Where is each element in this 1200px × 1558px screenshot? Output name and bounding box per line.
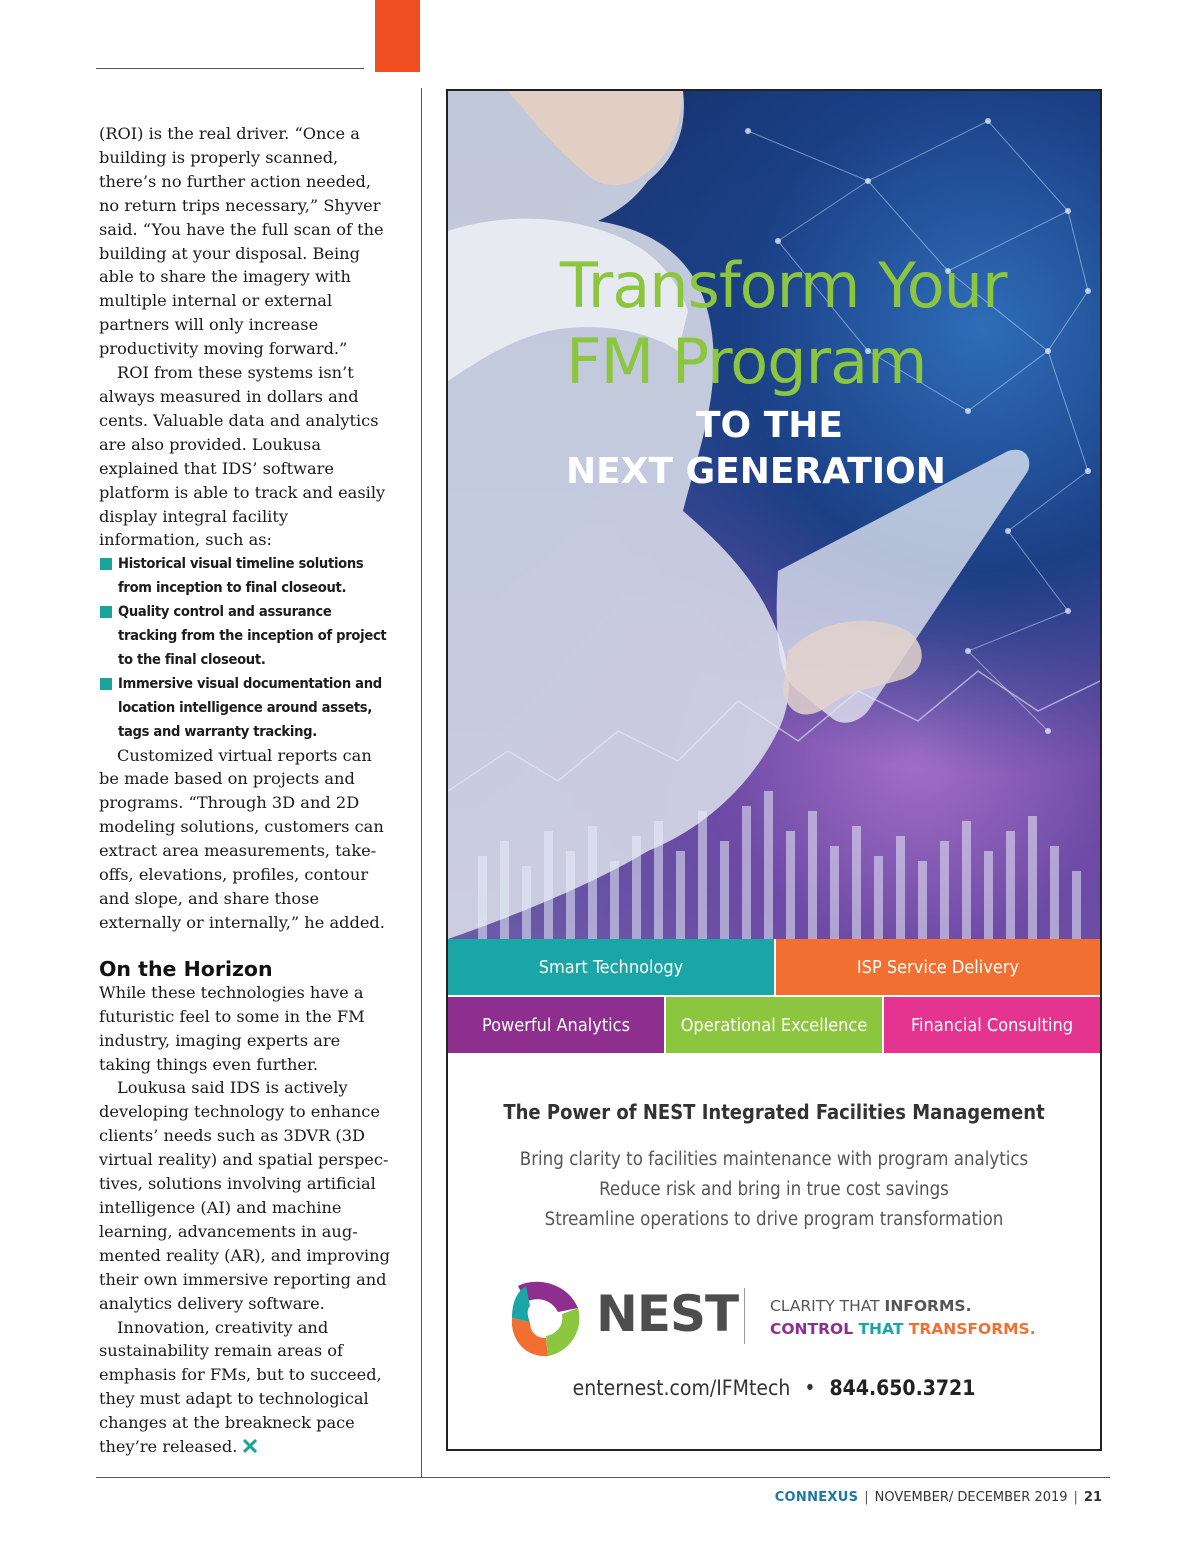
article-paragraph: ROI from these systems isn’t always measured in dollars and cents. Valuable data and analytics are also provided. Loukusa explained that IDS’ software platform is able to track and easily display integral facility information, such as: xyxy=(99,363,386,550)
top-rule xyxy=(96,68,364,69)
hero-illustration xyxy=(448,91,1100,939)
section-subhead: On the Horizon xyxy=(99,956,273,981)
ad-copy-line: Streamline operations to drive program transformation xyxy=(544,1209,1004,1230)
tile-operational-excellence: Operational Excellence xyxy=(666,997,882,1053)
article-paragraph: (ROI) is the real driver. “Once a building is properly scanned, there’s no further action needed, no return trips necessary,” Shyver said. “You have the full scan of the building at your disposal. Being able to share the imagery with multiple internal or external partners will only increase productivity moving forward.” xyxy=(99,124,384,359)
nest-advertisement[interactable] xyxy=(446,89,1102,1451)
magazine-name: CONNEXUS xyxy=(774,1490,859,1505)
article-paragraph: Innovation, creativity and sustainability remain areas of emphasis for FMs, but to succeed, they must adapt to technological changes at the breakneck pace they’re released. xyxy=(99,1317,382,1457)
logo-divider xyxy=(744,1288,745,1344)
article-column xyxy=(99,122,391,1459)
article-paragraph: While these technologies have a futuristic feel to some in the FM industry, imaging experts are taking things even further. xyxy=(99,982,365,1074)
bottom-rule xyxy=(96,1477,1110,1478)
nest-logo-lockup xyxy=(508,1276,1068,1366)
article-paragraph: Customized virtual reports can be made based on projects and programs. “Through 3D and 2D modeling solutions, customers can extract area measurements, take-offs, elevations, profiles, contour and slope, and share those externally or internally,” he added. xyxy=(99,745,385,932)
ad-contact-line xyxy=(448,1373,1100,1403)
tile-powerful-analytics: Powerful Analytics xyxy=(448,997,664,1053)
page-footer xyxy=(775,1488,1102,1508)
ad-copy-line: Bring clarity to facilities maintenance with program analytics xyxy=(519,1149,1029,1170)
column-divider xyxy=(421,88,422,1478)
tile-isp-service-delivery: ISP Service Delivery xyxy=(776,939,1100,995)
ad-headline-line1: Transform Your xyxy=(560,249,1007,322)
ad-headline-line4: NEXT GENERATION xyxy=(566,451,946,492)
ad-url-link[interactable]: enternest.com/IFMtech xyxy=(572,1376,791,1400)
footer-separator: | xyxy=(864,1490,869,1505)
list-item: Quality control and assurance tracking from the inception of project to the final closeout. xyxy=(99,600,391,672)
tile-smart-technology: Smart Technology xyxy=(448,939,774,995)
issue-date: NOVEMBER/ DECEMBER 2019 xyxy=(874,1490,1068,1505)
list-item: Immersive visual documentation and location intelligence around assets, tags and warranty tracking. xyxy=(99,672,391,744)
square-bullet-icon xyxy=(100,678,112,690)
page-number: 21 xyxy=(1083,1490,1102,1505)
list-item: Historical visual timeline solutions from inception to final closeout. xyxy=(99,552,391,600)
ad-hero-image xyxy=(448,91,1100,939)
section-color-tab xyxy=(375,0,420,72)
square-bullet-icon xyxy=(100,558,112,570)
tile-financial-consulting: Financial Consulting xyxy=(884,997,1100,1053)
footer-separator: | xyxy=(1073,1490,1078,1505)
tagline-line2: CONTROL THAT TRANSFORMS. xyxy=(770,1320,1036,1338)
end-mark-icon xyxy=(243,1439,257,1453)
ad-phone[interactable]: 844.650.3721 xyxy=(829,1376,976,1400)
nest-wordmark: NEST xyxy=(596,1285,739,1343)
square-bullet-icon xyxy=(100,606,112,618)
nest-logo-icon xyxy=(508,1278,584,1358)
ad-heading: The Power of NEST Integrated Facilities Management xyxy=(503,1100,1045,1124)
tagline-line1: CLARITY THAT INFORMS. xyxy=(770,1297,972,1315)
bullet-separator: • xyxy=(804,1376,816,1400)
ad-copy xyxy=(448,1099,1100,1235)
ad-headline-line2: FM Program xyxy=(566,325,927,398)
ad-headline-line3: TO THE xyxy=(696,405,843,446)
article-paragraph: Loukusa said IDS is actively developing technology to enhance clients’ needs such as 3DVR (3D virtual reality) and spatial perspec-tives, solutions involving artificial intelligence (AI) and machine learning, advancements in aug-mented reality (AR), and improving their own immersive reporting and analytics delivery software. xyxy=(99,1078,390,1313)
ad-copy-line: Reduce risk and bring in true cost savings xyxy=(599,1179,949,1200)
feature-list xyxy=(99,552,391,743)
